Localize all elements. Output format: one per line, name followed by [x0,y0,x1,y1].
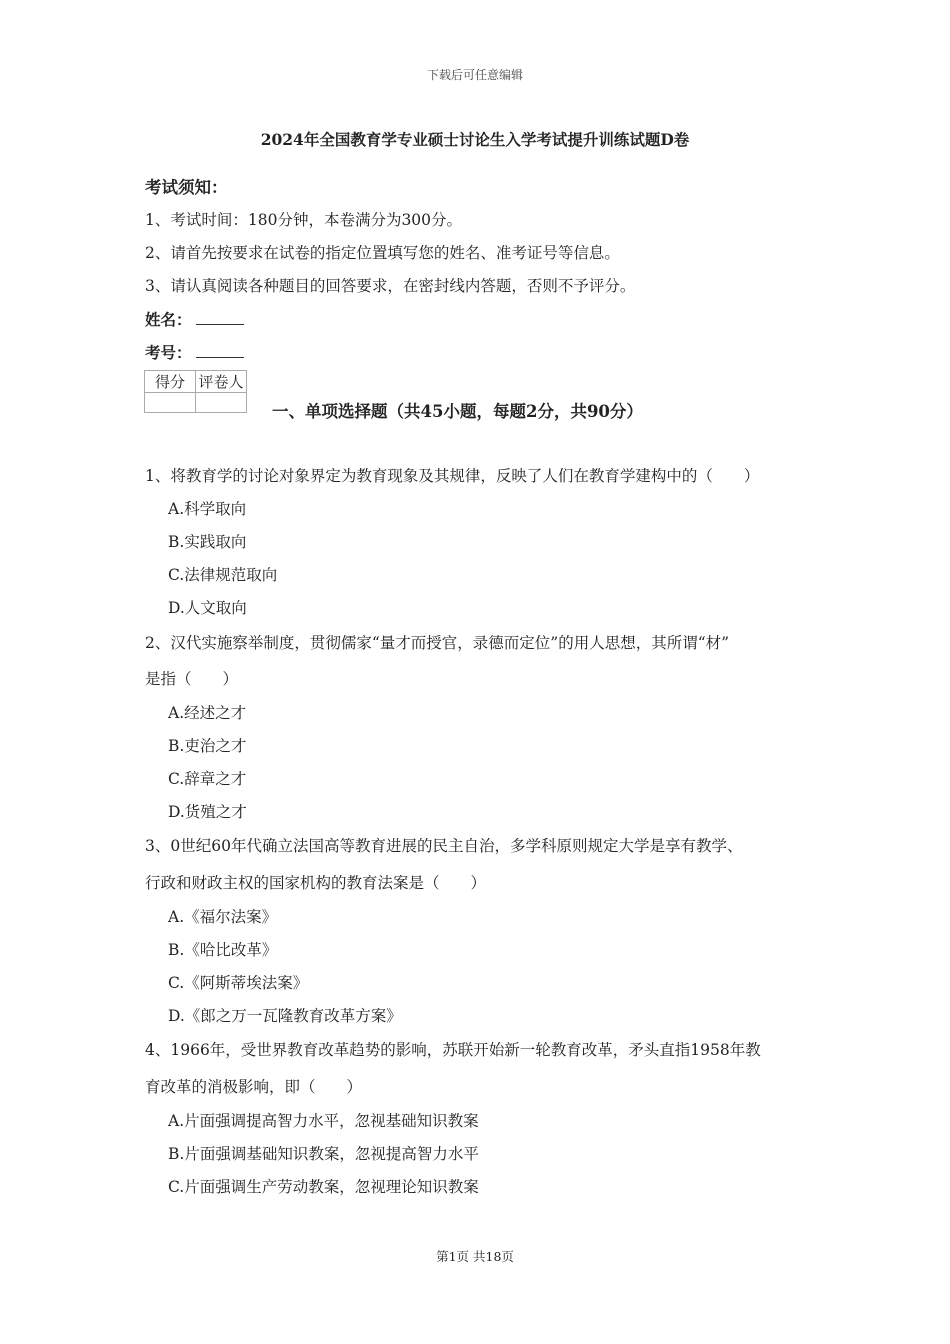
grader-cell[interactable] [196,393,247,413]
id-label: 考号： [145,343,192,362]
score-table [144,370,247,413]
option[interactable]: D.《郎之万一瓦隆教育改革方案》 [168,1007,402,1025]
score-cell[interactable] [145,393,196,413]
notice-heading: 考试须知： [145,178,228,197]
option[interactable]: B.片面强调基础知识教案，忽视提高智力水平 [168,1145,479,1163]
option[interactable]: C.辞章之才 [168,770,247,788]
question-stem: 2、汉代实施察举制度，贯彻儒家“量才而授官，录德而定位”的用人思想，其所谓“材” [145,634,730,652]
question-stem: 是指（ ） [145,670,239,688]
option[interactable]: B.吏治之才 [168,737,247,755]
notice-item: 1、考试时间：180分钟，本卷满分为300分。 [145,211,463,229]
option[interactable]: D.人文取向 [168,599,247,617]
option[interactable]: B.《哈比改革》 [168,941,278,959]
id-blank[interactable] [196,343,244,358]
question-stem: 1、将教育学的讨论对象界定为教育现象及其规律，反映了人们在教育学建构中的（ ） [145,467,760,485]
name-row [145,308,244,330]
option[interactable]: C.法律规范取向 [168,566,278,584]
option[interactable]: A.片面强调提高智力水平，忽视基础知识教案 [168,1112,479,1130]
name-blank[interactable] [196,310,244,325]
option[interactable]: A.《福尔法案》 [168,908,278,926]
question-stem: 育改革的消极影响，即（ ） [145,1078,363,1096]
page-title: 2024年全国教育学专业硕士讨论生入学考试提升训练试题D卷 [260,130,690,149]
option[interactable]: B.实践取向 [168,533,247,551]
score-header: 得分 [145,371,196,393]
grader-header: 评卷人 [196,371,247,393]
notice-item: 2、请首先按要求在试卷的指定位置填写您的姓名、准考证号等信息。 [145,244,620,262]
option[interactable]: D.货殖之才 [168,803,247,821]
question-stem: 4、1966年，受世界教育改革趋势的影响，苏联开始新一轮教育改革，矛头直指1958年教 [145,1041,761,1059]
page-footer: 第1页 共18页 [436,1249,514,1264]
question-stem: 行政和财政主权的国家机构的教育法案是（ ） [145,874,487,892]
option[interactable]: C.《阿斯蒂埃法案》 [168,974,309,992]
notice-item: 3、请认真阅读各种题目的回答要求，在密封线内答题，否则不予评分。 [145,277,636,295]
option[interactable]: A.经述之才 [168,704,247,722]
name-label: 姓名： [145,310,192,329]
header-note: 下载后可任意编辑 [426,68,523,82]
option[interactable]: A.科学取向 [168,500,247,518]
question-stem: 3、0世纪60年代确立法国高等教育进展的民主自治，多学科原则规定大学是享有教学、 [145,837,743,855]
id-row [145,341,244,363]
option[interactable]: C.片面强调生产劳动教案，忽视理论知识教案 [168,1178,479,1196]
section-title: 一、单项选择题（共45小题，每题2分，共90分） [272,402,643,421]
